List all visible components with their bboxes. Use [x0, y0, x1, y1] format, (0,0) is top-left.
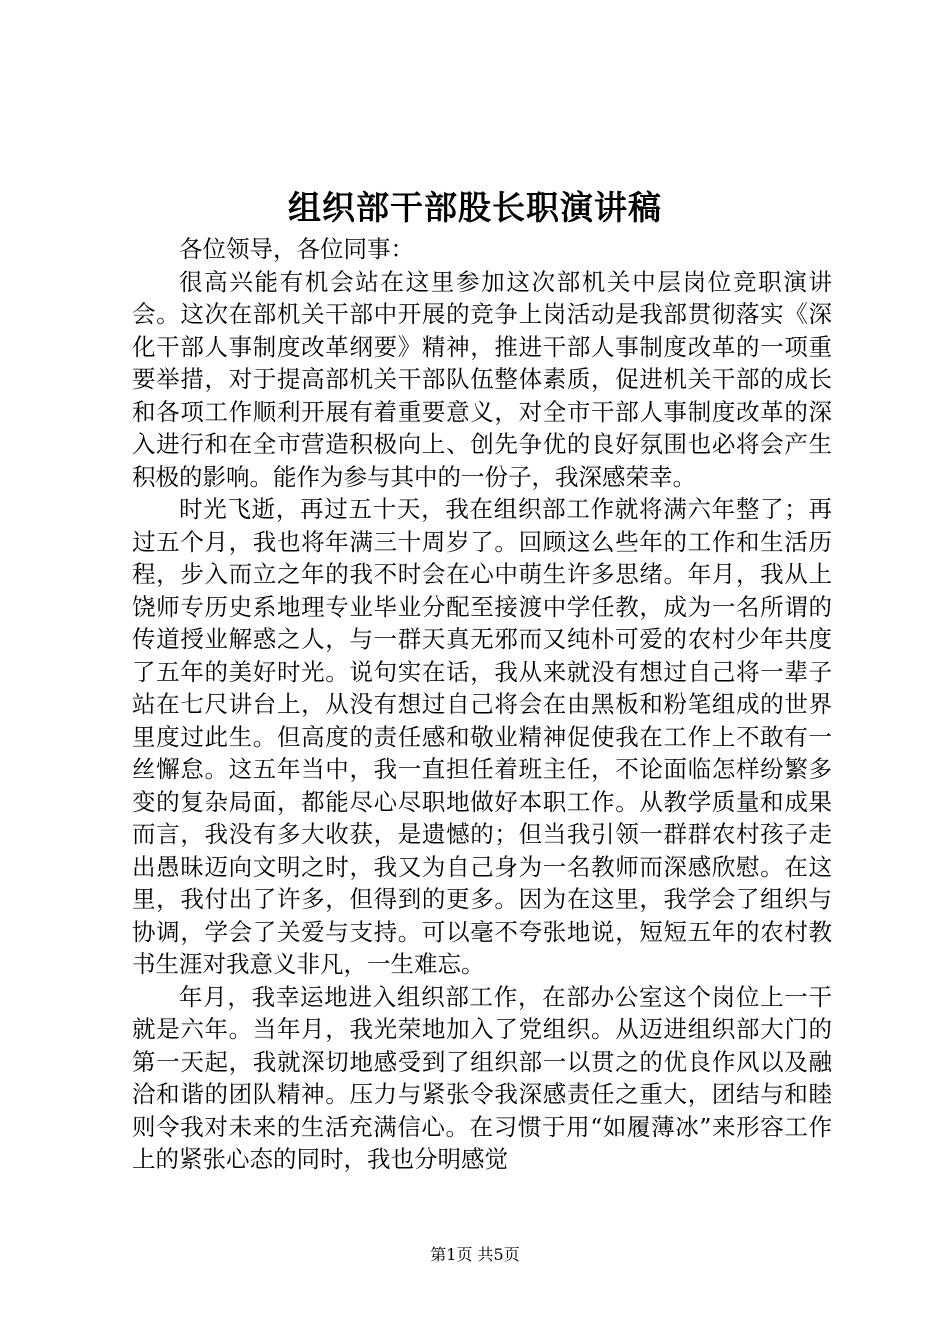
document-body: [132, 233, 832, 1176]
document-title: 组织部干部股长职演讲稿: [288, 188, 662, 227]
body-paragraph: 时光飞逝，再过五十天，我在组织部工作就将满六年整了；再过五个月，我也将年满三十周岁了。回顾这么些年的工作和生活历程，步入而立之年的我不时会在心中萌生许多思绪。年月，我从上饶师专历史系地理专业毕业分配至接渡中学任教，成为一名所谓的传道授业解惑之人，与一群天真无邪而又纯朴可爱的农村少年共度了五年的美好时光。说句实在话，我从来就没有想过自己将一辈子站在七尺讲台上，从没有想过自己将会在由黑板和粉笔组成的世界里度过此生。但高度的责任感和敬业精神促使我在工作上不敢有一丝懈怠。这五年当中，我一直担任着班主任，不论面临怎样纷繁多变的复杂局面，都能尽心尽职地做好本职工作。从教学质量和成果而言，我没有多大收获，是遗憾的；但当我引领一群群农村孩子走出愚昧迈向文明之时，我又为自己身为一名教师而深感欣慰。在这里，我付出了许多，但得到的更多。因为在这里，我学会了组织与协调，学会了关爱与支持。可以毫不夸张地说，短短五年的农村教书生涯对我意义非凡，一生难忘。: [132, 495, 832, 978]
body-paragraph: 年月，我幸运地进入组织部工作，在部办公室这个岗位上一干就是六年。当年月，我光荣地加入了党组织。从迈进组织部大门的第一天起，我就深切地感受到了组织部一以贯之的优良作风以及融洽和谐的团队精神。压力与紧张令我深感责任之重大，团结与和睦则令我对未来的生活充满信心。在习惯于用“如履薄冰”来形容工作上的紧张心态的同时，我也分明感觉: [132, 982, 832, 1173]
body-paragraph: 很高兴能有机会站在这里参加这次部机关中层岗位竞职演讲会。这次在部机关干部中开展的竞争上岗活动是我部贯彻落实《深化干部人事制度改革纲要》精神，推进干部人事制度改革的一项重要举措，对于提高部机关干部队伍整体素质，促进机关干部的成长和各项工作顺利开展有着重要意义，对全市干部人事制度改革的深入进行和在全市营造积极向上、创先争优的良好氛围也必将会产生积极的影响。能作为参与其中的一份子，我深感荣幸。: [132, 267, 832, 491]
salutation-paragraph: 各位领导，各位同事：: [179, 235, 414, 263]
page-footer: 第1页 共5页: [430, 1245, 520, 1264]
